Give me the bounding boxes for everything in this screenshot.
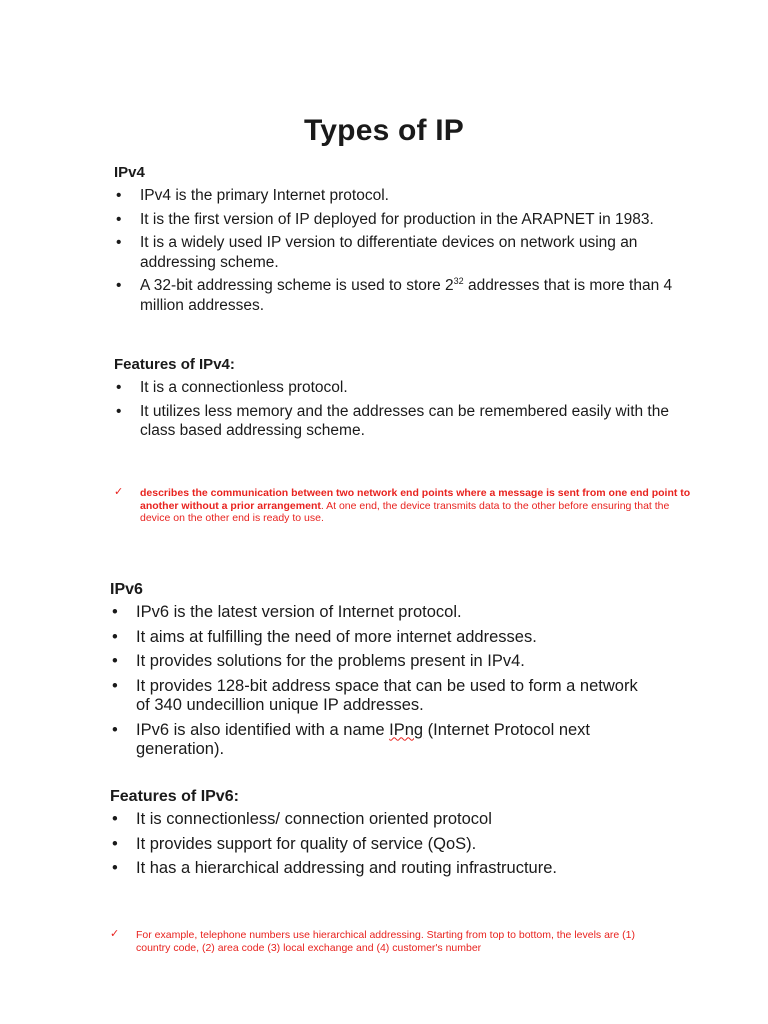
ipv4-heading: IPv4 bbox=[114, 164, 145, 181]
ipv4-bullet-list bbox=[114, 186, 684, 315]
list-item: • IPv6 is the latest version of Internet protocol. bbox=[110, 603, 650, 623]
bullet-text-after: addresses that is more than 4 million addresses. bbox=[140, 277, 673, 314]
checkmark-icon: ✓ bbox=[110, 928, 120, 940]
list-item: • It utilizes less memory and the addresses can be remembered easily with the class based addressing scheme. bbox=[114, 402, 684, 441]
ipv4-section bbox=[114, 163, 684, 319]
note-text bbox=[140, 487, 694, 525]
bullet-text-after: (Internet Protocol next generation). bbox=[136, 720, 591, 758]
list-item: • It provides solutions for the problems present in IPv4. bbox=[110, 652, 650, 672]
note-text: For example, telephone numbers use hierarchical addressing. Starting from top to bottom, the levels are (1) country code, (2) area code (3) local exchange and (4) customer's number bbox=[136, 929, 636, 954]
page-title: Types of IP bbox=[303, 114, 464, 147]
ipv6-heading: IPv6 bbox=[110, 581, 143, 598]
ipv4-note bbox=[114, 487, 694, 525]
note-bold-text: describes the communication between two network end points where a message is sent from one end point to another without a prior arrangement bbox=[140, 487, 691, 512]
ipv6-features-heading: Features of IPv6: bbox=[110, 788, 239, 805]
ipv4-features-list bbox=[114, 378, 684, 441]
ipv6-section bbox=[110, 580, 650, 765]
ipv6-features-list bbox=[110, 810, 670, 879]
list-item bbox=[114, 276, 684, 315]
list-item: • It provides 128-bit address space that can be used to form a network of 340 undecillion unique IP addresses. bbox=[110, 677, 650, 716]
exponent: 32 bbox=[453, 275, 464, 286]
ipv4-features-heading: Features of IPv4: bbox=[114, 356, 235, 373]
ipv6-features-section bbox=[110, 787, 670, 884]
ipv4-features-section bbox=[114, 355, 684, 445]
list-item bbox=[110, 721, 650, 760]
list-item: • It has a hierarchical addressing and routing infrastructure. bbox=[110, 859, 670, 879]
list-item: • It provides support for quality of service (QoS). bbox=[110, 835, 670, 855]
list-item: • It is the first version of IP deployed for production in the ARAPNET in 1983. bbox=[114, 210, 684, 230]
list-item: • It is a widely used IP version to differentiate devices on network using an addressing scheme. bbox=[114, 233, 684, 272]
list-item: • It is a connectionless protocol. bbox=[114, 378, 684, 398]
checkmark-icon: ✓ bbox=[114, 486, 124, 498]
ipv6-note bbox=[110, 929, 670, 954]
note-rest-text: . At one end, the device transmits data to the other before ensuring that the device on the other end is ready to use. bbox=[140, 499, 670, 524]
spellcheck-word: IPng bbox=[389, 720, 424, 739]
list-item: • It is connectionless/ connection oriented protocol bbox=[110, 810, 670, 830]
ipv6-bullet-list bbox=[110, 603, 650, 760]
list-item: • IPv4 is the primary Internet protocol. bbox=[114, 186, 684, 206]
list-item: • It aims at fulfilling the need of more internet addresses. bbox=[110, 628, 650, 648]
bullet-text-before: IPv6 is also identified with a name bbox=[136, 720, 390, 739]
bullet-text-before: A 32-bit addressing scheme is used to store 2 bbox=[140, 277, 454, 294]
